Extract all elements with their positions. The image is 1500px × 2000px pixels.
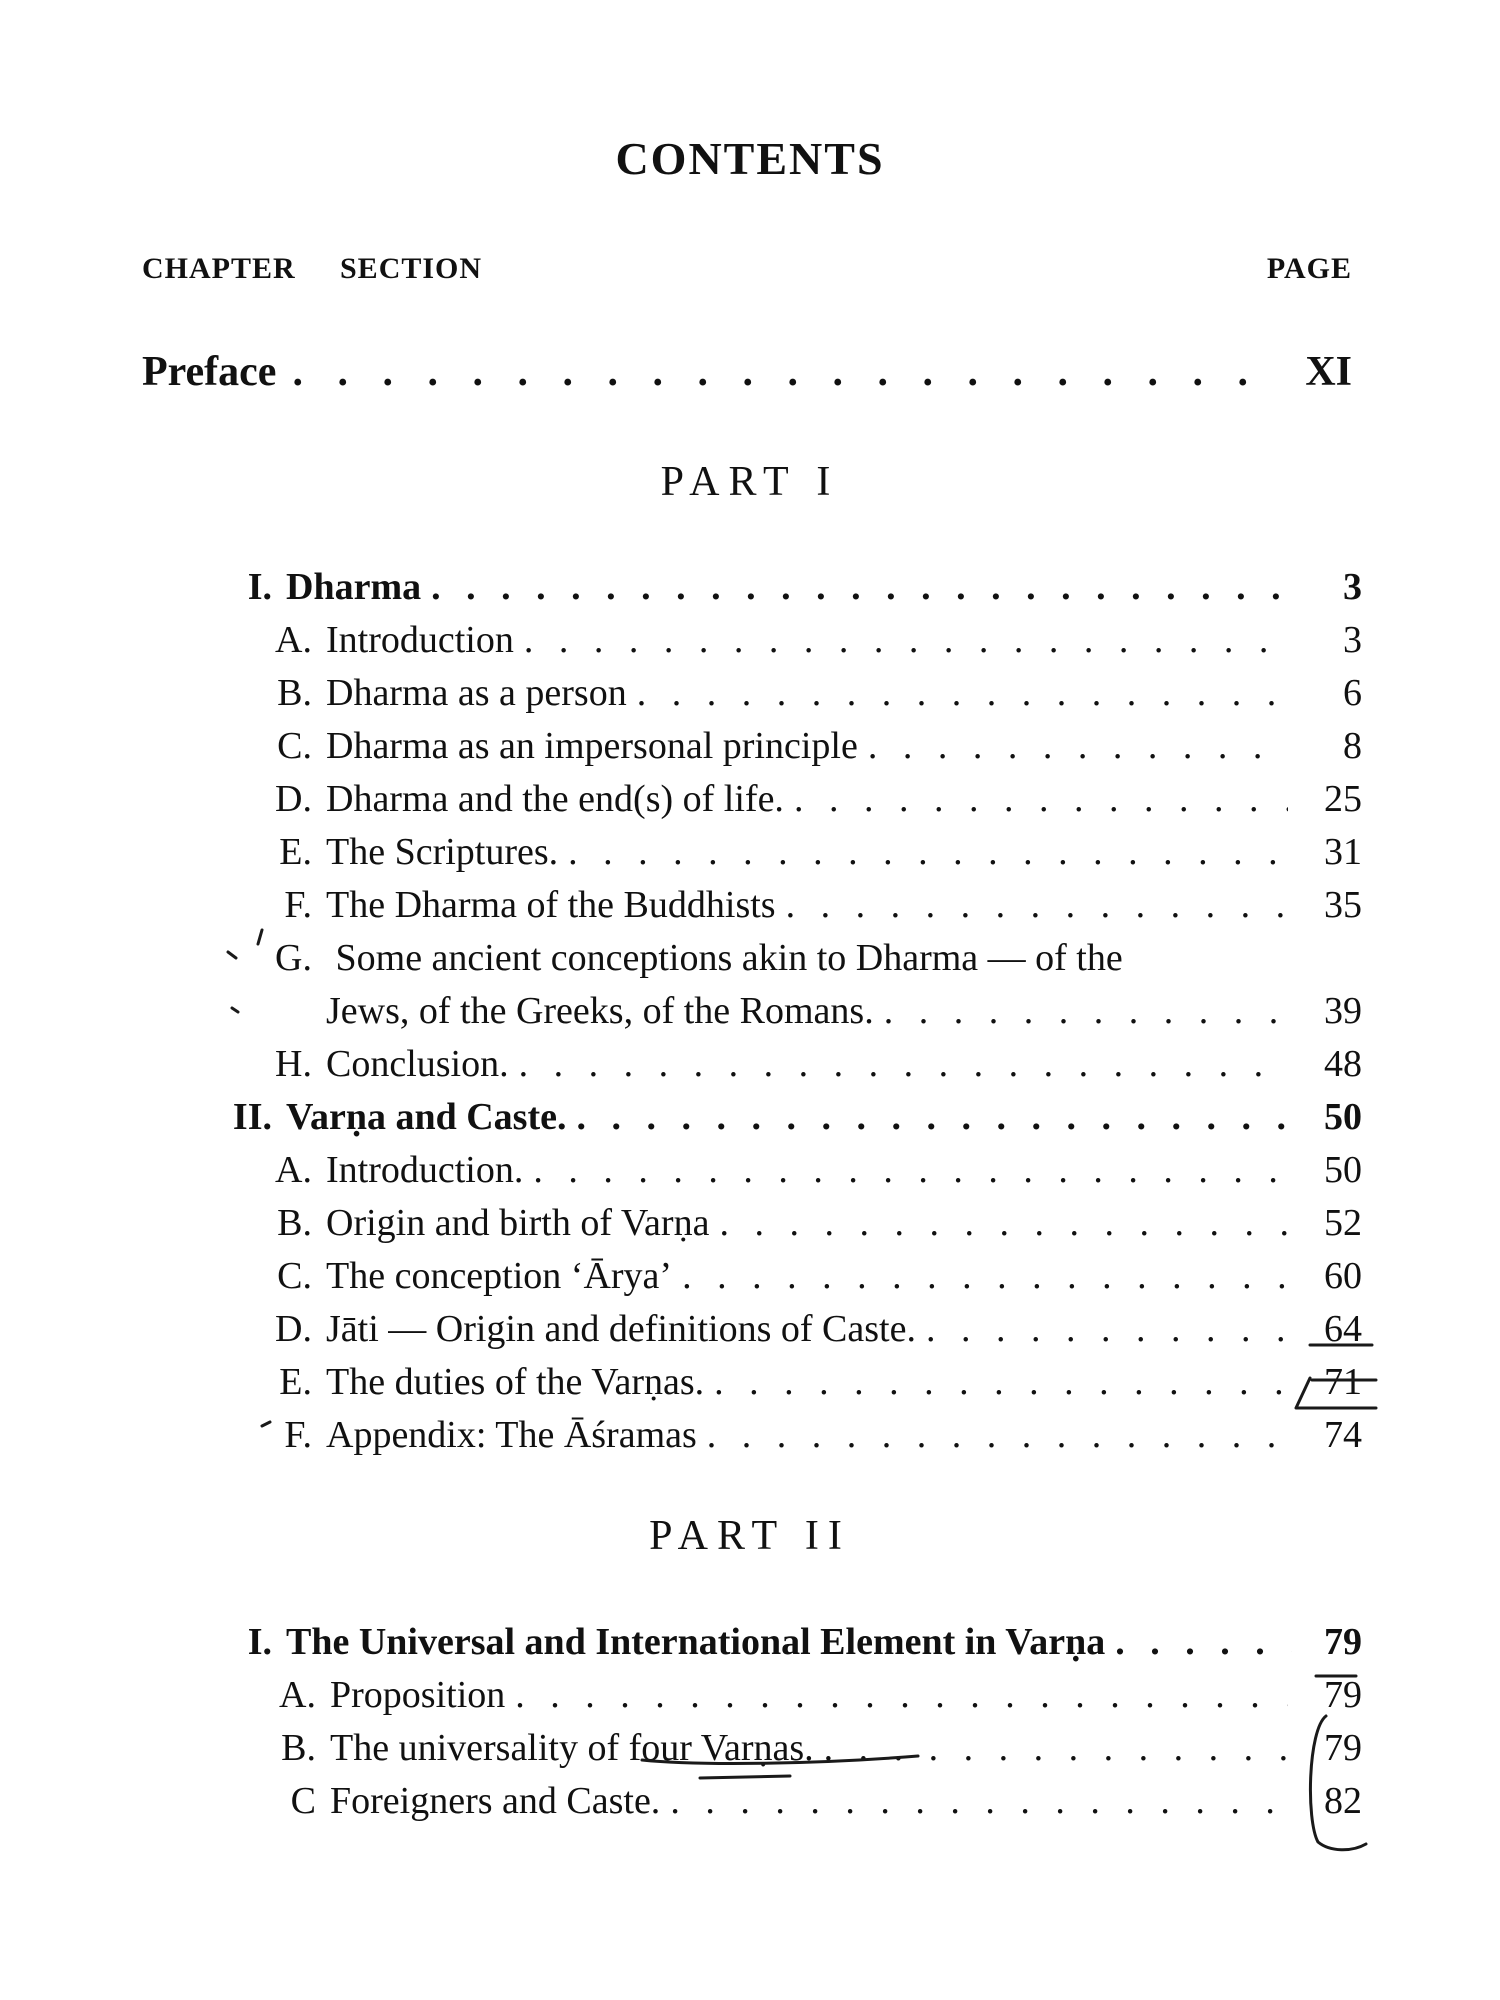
- pen-tick: [228, 952, 236, 958]
- pen-tick: [232, 1008, 238, 1012]
- section-title: Jāti — Origin and definitions of Caste.: [326, 1308, 916, 1350]
- section-title: Introduction: [326, 619, 514, 661]
- column-header-chapter: CHAPTER: [142, 252, 296, 285]
- section-letter: F.: [284, 884, 312, 926]
- pen-underline: [642, 1756, 918, 1763]
- chapter-number: I.: [247, 566, 272, 608]
- pen-tick: [258, 930, 262, 944]
- page-number: 82: [1324, 1780, 1362, 1822]
- section-letter: G.: [275, 937, 312, 979]
- pen-tick: [262, 1422, 270, 1426]
- page-number: 71: [1324, 1361, 1362, 1403]
- pen-annotations: [228, 930, 1376, 1850]
- page-number: 79: [1324, 1727, 1362, 1769]
- section-title: The conception ‘Ārya’: [326, 1255, 673, 1297]
- section-title: Dharma and the end(s) of life.: [326, 778, 784, 820]
- page-number: 50: [1324, 1096, 1362, 1138]
- chapter-title: Varṇa and Caste.: [286, 1096, 567, 1138]
- section-letter: C.: [277, 725, 312, 767]
- section-letter: D.: [275, 1308, 312, 1350]
- section-title: The Scriptures.: [326, 831, 559, 873]
- page-number: 64: [1324, 1308, 1362, 1350]
- page-number: 3: [1343, 619, 1362, 661]
- section-letter: F.: [284, 1414, 312, 1456]
- section-letter: C: [290, 1780, 316, 1822]
- page-number: 79: [1324, 1674, 1362, 1716]
- section-letter: A.: [275, 619, 312, 661]
- part-heading: PART II: [649, 1513, 851, 1559]
- section-title: The duties of the Varṇas.: [326, 1361, 705, 1403]
- section-title: The universality of four Varṇas.: [330, 1727, 814, 1769]
- section-title: Conclusion.: [326, 1043, 509, 1085]
- page-number: 25: [1324, 778, 1362, 820]
- page-number: 79: [1324, 1621, 1362, 1663]
- section-title: Origin and birth of Varṇa: [326, 1202, 710, 1244]
- page-number: 48: [1324, 1043, 1362, 1085]
- page-number: 39: [1324, 990, 1362, 1032]
- section-title: Dharma as a person: [326, 672, 627, 714]
- chapter-number: I.: [247, 1621, 272, 1663]
- section-letter: H.: [275, 1043, 312, 1085]
- section-title: Some ancient conceptions akin to Dharma — of the: [335, 937, 1123, 979]
- pen-underline: [700, 1776, 790, 1778]
- section-title-continued: Jews, of the Greeks, of the Romans.: [326, 990, 874, 1032]
- page-number: 35: [1324, 884, 1362, 926]
- page-title: CONTENTS: [615, 133, 885, 184]
- column-header-page: PAGE: [1266, 252, 1352, 285]
- section-title: Introduction.: [326, 1149, 524, 1191]
- section-letter: E.: [279, 1361, 312, 1403]
- section-letter: B.: [277, 672, 312, 714]
- section-title: Foreigners and Caste.: [330, 1780, 661, 1822]
- page-number: 6: [1343, 672, 1362, 714]
- chapter-title: Dharma: [286, 566, 422, 608]
- page-number: 8: [1343, 725, 1362, 767]
- section-title: The Dharma of the Buddhists: [326, 884, 776, 926]
- section-letter: A.: [279, 1674, 316, 1716]
- preface-label: Preface: [142, 349, 277, 395]
- pen-box: [1296, 1378, 1376, 1408]
- page-number: 31: [1324, 831, 1362, 873]
- preface-page: XI: [1305, 349, 1352, 395]
- chapter-title: The Universal and International Element in Varṇa: [286, 1621, 1106, 1663]
- section-letter: D.: [275, 778, 312, 820]
- section-title: Appendix: The Āśramas: [326, 1414, 697, 1456]
- page-number: 74: [1324, 1414, 1362, 1456]
- page-number: 60: [1324, 1255, 1362, 1297]
- section-letter: A.: [275, 1149, 312, 1191]
- part-heading: PART I: [660, 459, 840, 505]
- page-number: 3: [1343, 566, 1362, 608]
- column-header-section: SECTION: [340, 252, 483, 285]
- chapter-number: II.: [232, 1096, 272, 1138]
- page-number: 50: [1324, 1149, 1362, 1191]
- section-letter: B.: [281, 1727, 316, 1769]
- section-letter: E.: [279, 831, 312, 873]
- pen-bracket: [1310, 1716, 1366, 1850]
- section-letter: C.: [277, 1255, 312, 1297]
- page-number: 52: [1324, 1202, 1362, 1244]
- section-title: Dharma as an impersonal principle: [326, 725, 858, 767]
- section-letter: B.: [277, 1202, 312, 1244]
- section-title: Proposition: [330, 1674, 506, 1716]
